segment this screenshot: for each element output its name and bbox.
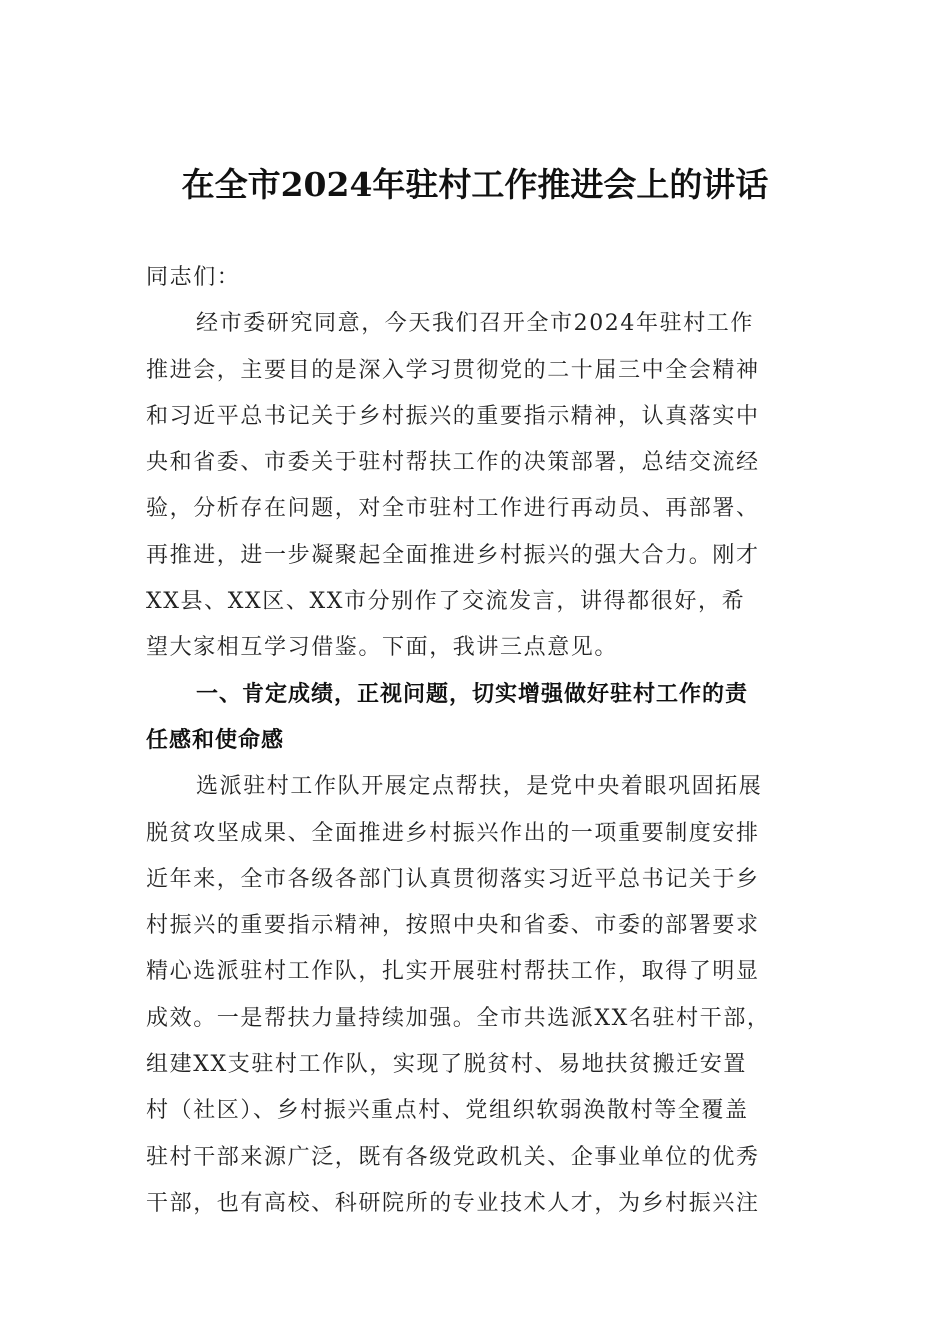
- paragraph-line: 再推进，进一步凝聚起全面推进乡村振兴的强大合力。刚才: [146, 542, 760, 568]
- paragraph-line: 央和省委、市委关于驻村帮扶工作的决策部署，总结交流经: [146, 450, 760, 476]
- paragraph-line: 验，分析存在问题，对全市驻村工作进行再动员、再部署、: [146, 496, 760, 522]
- paragraph-line: 组建XX支驻村工作队，实现了脱贫村、易地扶贫搬迁安置: [146, 1052, 747, 1078]
- salutation: 同志们：: [146, 265, 241, 290]
- section-heading: 任感和使命感: [146, 727, 285, 753]
- paragraph-line: 和习近平总书记关于乡村振兴的重要指示精神，认真落实中: [146, 403, 760, 429]
- paragraph-line: 成效。一是帮扶力量持续加强。全市共选派XX名驻村干部，: [146, 1005, 771, 1031]
- paragraph-line: 经市委研究同意，今天我们召开全市2024年驻村工作: [196, 311, 754, 337]
- paragraph-line: 望大家相互学习借鉴。下面，我讲三点意见。: [146, 635, 619, 661]
- document-body: [146, 255, 806, 1227]
- paragraph-line: 脱贫攻坚成果、全面推进乡村振兴作出的一项重要制度安排: [146, 820, 760, 846]
- paragraph-line: 精心选派驻村工作队，扎实开展驻村帮扶工作，取得了明显: [146, 959, 760, 985]
- paragraph-line: 村（社区）、乡村振兴重点村、党组织软弱涣散村等全覆盖: [146, 1098, 749, 1124]
- section-heading: 一、肯定成绩，正视问题，切实增强做好驻村工作的责: [196, 681, 749, 707]
- paragraph-line: 推进会，主要目的是深入学习贯彻党的二十届三中全会精神: [146, 357, 760, 383]
- document-title: 在全市2024年驻村工作推进会上的讲话: [181, 165, 769, 204]
- paragraph-line: 近年来，全市各级各部门认真贯彻落实习近平总书记关于乡: [146, 866, 760, 892]
- paragraph-line: 干部，也有高校、科研院所的专业技术人才，为乡村振兴注: [146, 1190, 760, 1216]
- paragraph-line: 村振兴的重要指示精神，按照中央和省委、市委的部署要求: [146, 913, 760, 939]
- paragraph-line: 驻村干部来源广泛，既有各级党政机关、企事业单位的优秀: [146, 1144, 760, 1170]
- paragraph-line: 选派驻村工作队开展定点帮扶，是党中央着眼巩固拓展: [196, 774, 763, 800]
- paragraph-line: XX县、XX区、XX市分别作了交流发言，讲得都很好，希: [146, 589, 746, 615]
